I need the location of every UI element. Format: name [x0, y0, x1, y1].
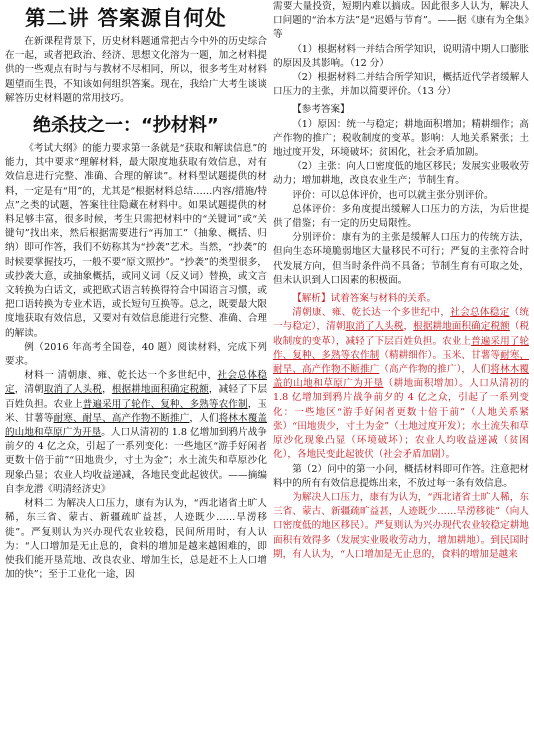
question-one: （1）根据材料一并结合所学知识，说明清中期人口膨胀的原因及其影响。（12 分）	[273, 43, 529, 69]
answer-evaluation: 评价：可以总体评价，也可以就主张分别评价。	[292, 189, 494, 201]
answer-heading: 【参考答案】	[292, 104, 350, 116]
analysis-material-two: 为解决人口压力，康有为认为，“西北诸省土旷人稀，东三省、蒙古、新疆疏旷益甚，人迹既少……旱涝移徙”（向人口密度低的地区移民）。严复则认为兴办现代农业较稳定耕地面积有效得多（发展实业吸收劳动力，增加耕地）。到民国时期，有人认为，“人口增加是无止息的，食料的增加是越来	[273, 491, 529, 560]
method-paragraph: 《考试大纲》的能力要求第一条就是“获取和解读信息”的能力，其中要求“理解材料，最大限度地获取有效信息，对有效信息进行完整、准确、合理的解读”。材料型试题提供的材料，一定是有“用”的，尤其是“根据材料总结……内容/措施/特点”之类的试题，答案往往隐藏在材料中。如果试题提供的材料足够丰富，很多时候，考生只需把材料中的“关键词”或“关键句”找出来，然后根据需要进行“再加工”（抽象、概括、归纳）即可作答，我们不妨称其为“抄袭”艺术。当然，“抄袭”的时候要掌握技巧，一般不要“原文照抄”。“抄袭”的类型很多，或抄袭大意，或抽象概括，或同义词（反义词）替换，或文言文转换为白话文，或把欧式语言转换得符合中国语言习惯，或把口语转换为专业术语，或长短句互换等。总之，既要最大限度地获取有效信息，又要对有效信息能进行完整、准确、合理的解读。	[5, 143, 267, 339]
section-heading: 绝杀技之一：“抄材料”	[33, 115, 219, 137]
material-two-continued: 需要大量投资，短期内难以搞成。因此很多人认为，解决人口问题的“治本方法”是“迟婚与节育”。——据《康有为全集》等	[273, 1, 529, 41]
material-one: 材料一 清朝康、雍、乾长达一个多世纪中，社会总体稳定，清朝取消了人头税，根据耕地面积确定税额，减轻了下层百姓负担。农业上普遍采用了轮作、复种、多熟等农作制，玉米、甘薯等耐寒、耐旱、高产作物不断推广，人们将林木覆盖的山地和草原广为开垦。人口从清初的 1.8 亿增加到鸦片战争前夕的 4 亿之众，引起了一系列变化：一些地区“游手好闲者更数十倍于前”“田地贵少，寸土为金”；水土流失和草原沙化现象凸显；农业人均收益递减，各地民变此起彼伏。——摘编自李龙潜《明清经济史》	[5, 370, 268, 495]
analysis-question-two: 第（2）问中的第一小问，概括材料即可作答。注意把材料中的所有有效信息提炼出来，不放过每一条有效信息。	[273, 463, 529, 489]
example-prompt: 例（2016 年高考全国卷，40 题）阅读材料，完成下列要求。	[5, 341, 267, 368]
analysis-intro: 【解析】试着答案与材料的关系。	[292, 293, 437, 305]
answer-separate-evaluation: 分别评价：康有为的主张是缓解人口压力的传统方法，但向生态环境脆弱地区大量移民不可行；严复的主张符合时代发展方向，但当时条件尚不具备；节制生育有可取之处，但未认识到人口因素的积极面。	[273, 232, 529, 286]
intro-paragraph: 在新课程背景下，历史材料题通常把古今中外的历史综合在一起，或者把政治、经济、思想文化溶为一题，加之材料提供的一些观点有时与与教材不尽相同，所以，很多考生对材料题望而生畏，不知该如何组织答案。现在，我给广大考生谈谈解答历史材料题的常用技巧。	[5, 36, 267, 104]
analysis-heading: 【解析】	[292, 293, 331, 305]
question-two: （2）根据材料二并结合所学知识，概括近代学者缓解人口压力的主张，并加以简要评价。（13 分）	[273, 72, 529, 98]
left-column	[5, 0, 267, 582]
page-title: 第二讲 答案源自何处	[25, 6, 227, 30]
answer-two: （2）主张：向人口密度低的地区移民；发展实业吸收劳动力；增加耕地，改良农业生产；节制生育。	[273, 161, 529, 187]
right-column	[273, 0, 529, 562]
answer-one: （1）原因：统一与稳定；耕地面积增加；精耕细作；高产作物的推广；税收制度的变革。影响：人地关系紧张；土地过度开发，环境破坏；贫困化，社会矛盾加剧。	[273, 118, 529, 159]
answer-overall-evaluation: 总体评价：多角度提出缓解人口压力的方法，为后世提供了借鉴；有一定的历史局限性。	[273, 203, 529, 230]
analysis-material-one: 清朝康、雍、乾长达一个多世纪中，社会总体稳定（统一与稳定），清朝取消了人头税，根据耕地面积确定税额（税收制度的变革），减轻了下层百姓负担。农业上普遍采用了轮作、复种、多熟等农作制（精耕细作）。玉米、甘薯等耐寒、耐旱、高产作物不断推广（高产作物的推广），人们将林木覆盖的山地和草原广为开垦（耕地面积增加）。人口从清初的 1.8 亿增加到鸦片战争前夕的 4 亿之众，引起了一系列变化：一些地区“游手好闲者更数十倍于前”（人地关系紧张）“田地贵少，寸土为金”（土地过度开发）；水土流失和草原沙化现象凸显（环境破坏）；农业人均收益递减（贫困化），各地民变此起彼伏（社会矛盾加剧）。	[273, 307, 530, 461]
material-two: 材料二 为解决人口压力，康有为认为，“西北诸省土旷人稀，东三省、蒙古、新疆疏旷益甚，人迹既少……旱涝移徙”。严复则认为兴办现代农业较稳，民间所用时，有人认为：“人口增加是无止息的，食料的增加是越来越困难的，即使我们能开垦荒地、改良农业、增加生长，总是赶不上人口增加的快”；至于工业化一途，因	[5, 498, 267, 581]
